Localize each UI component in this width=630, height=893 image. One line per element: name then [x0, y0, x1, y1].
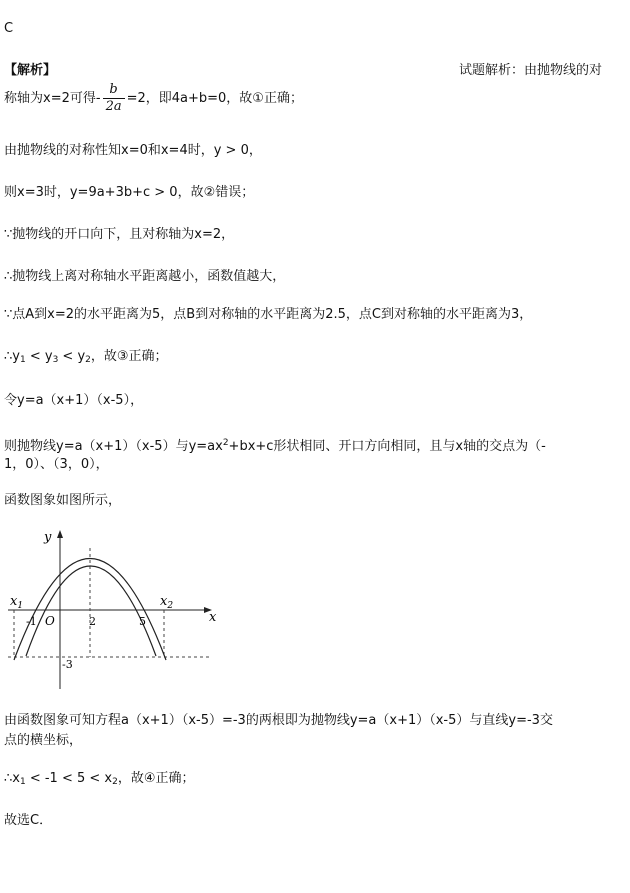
fraction-b-over-2a [103, 82, 125, 115]
l14-part: ∴x [4, 771, 20, 786]
x1-subscript: 1 [17, 601, 24, 611]
line-3: 则x=3时，y=9a+3b+c > 0，故②错误； [4, 185, 255, 200]
tick-5: 5 [139, 615, 146, 628]
line-2: 由抛物线的对称性知x=0和x=4时，y > 0， [4, 143, 262, 158]
line-4: ∵抛物线的开口向下，且对称轴为x=2， [4, 227, 235, 242]
parabola-inner [26, 566, 156, 656]
line-7 [4, 348, 168, 369]
analysis-label: 【解析】 [4, 63, 57, 78]
line-11: 函数图象如图所示， [4, 493, 122, 508]
line-12: 由函数图象可知方程a（x+1）（x-5）=-3的两根即为抛物线y=a（x+1）（x-5）与直线y=-3交 [4, 713, 553, 728]
l7-sub: 1 [19, 355, 26, 365]
line-6: ∵点A到x=2的水平距离为5，点B到对称轴的水平距离为2.5，点C到对称轴的水平距离为3， [4, 307, 533, 322]
line-14 [4, 770, 195, 791]
line-5: ∴抛物线上离对称轴水平距离越小，函数值越大， [4, 269, 286, 284]
tick-2: 2 [89, 615, 96, 628]
line-1 [4, 82, 303, 115]
l7-sub: 2 [85, 355, 91, 365]
answer-letter: C [4, 21, 14, 36]
fraction-numerator: b [103, 82, 125, 99]
tick-neg3: -3 [62, 658, 73, 671]
l14-part: ，故④正确； [117, 771, 195, 786]
x1-letter: x [10, 594, 18, 609]
line-10: 1，0）、（3，0）， [4, 457, 109, 472]
l7-part: < y [58, 349, 86, 364]
x2-subscript: 2 [167, 601, 174, 611]
analysis-intro: 试题解析：由抛物线的对 [459, 63, 603, 78]
x-axis-label: x [209, 610, 217, 625]
line-15: 故选C． [4, 813, 53, 828]
l7-part: < y [25, 349, 53, 364]
l7-part: ∴y [4, 349, 20, 364]
origin-label: O [45, 614, 55, 628]
tick-neg1: -1 [26, 615, 37, 628]
l9-part: 则抛物线y=a（x+1）（x-5）与y=ax [4, 439, 223, 454]
l9-sup: 2 [222, 438, 229, 448]
line-13: 点的横坐标， [4, 733, 83, 748]
y-axis-label: y [44, 530, 52, 545]
l7-part: ，故③正确； [90, 349, 168, 364]
line-8: 令y=a（x+1）（x-5）， [4, 393, 144, 408]
l9-part: +bx+c形状相同、开口方向相同，且与x轴的交点为（- [228, 439, 546, 454]
line-1-start: 称轴为x=2可得- [4, 91, 101, 106]
fraction-denominator: 2a [105, 99, 122, 114]
x1-label [10, 594, 23, 611]
l14-part: < -1 < 5 < x [25, 771, 113, 786]
x2-letter: x [160, 594, 168, 609]
parabola-figure [0, 524, 250, 694]
line-9 [4, 434, 546, 456]
line-1-end: =2，即4a+b=0，故①正确； [126, 91, 303, 106]
l7-sub: 3 [52, 355, 59, 365]
y-axis-arrow [57, 530, 63, 538]
x2-label [160, 594, 173, 611]
l14-sub: 1 [19, 777, 26, 787]
l14-sub: 2 [112, 777, 118, 787]
